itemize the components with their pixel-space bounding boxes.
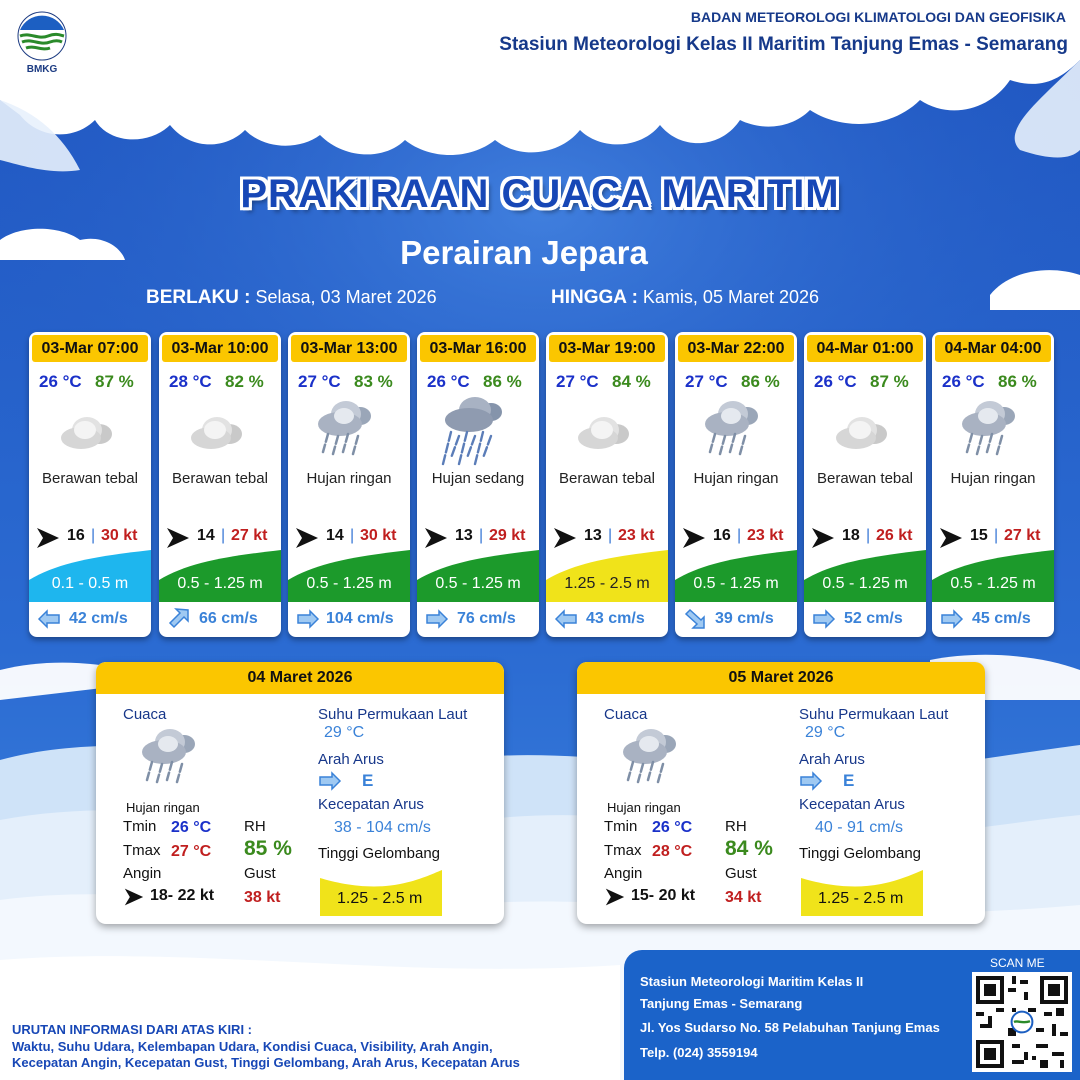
current-speed: 104 cm/s [326, 610, 394, 627]
right-arrow-icon [318, 770, 342, 797]
wind-row [932, 526, 1054, 550]
forecast-time: 04-Mar 01:00 [807, 335, 923, 362]
forecast-time: 03-Mar 07:00 [32, 335, 148, 362]
current-direction-label: Arah Arus [318, 751, 384, 768]
current-direction-value: E [843, 771, 855, 790]
weather-condition: Hujan sedang [431, 470, 525, 487]
forecast-card [546, 332, 668, 637]
qr-code-icon [972, 972, 1072, 1072]
weather-condition: Hujan ringan [693, 470, 779, 487]
qr-code[interactable] [972, 972, 1072, 1072]
right-arrow-icon [940, 608, 964, 635]
sst-value: 29 °C [805, 724, 846, 741]
right-arrow-icon [799, 770, 823, 797]
gust-value: 38 kt [244, 889, 281, 906]
humidity: 84 % [612, 372, 651, 391]
current-speed-value: 40 - 91 cm/s [815, 819, 904, 836]
wave-value: 1.25 - 2.5 m [818, 890, 904, 907]
rh-label: RH [244, 818, 266, 835]
wind-row [159, 526, 281, 550]
org-name: BADAN METEOROLOGI KLIMATOLOGI DAN GEOFISIKA [690, 9, 1066, 25]
wave-height: 0.5 - 1.25 m [950, 575, 1036, 592]
forecast-time: 03-Mar 19:00 [549, 335, 665, 362]
forecast-time: 03-Mar 16:00 [420, 335, 536, 362]
sst-value: 29 °C [324, 724, 365, 741]
humidity: 86 % [998, 372, 1037, 391]
validity-from [146, 287, 437, 309]
gust-speed: 30 kt [360, 527, 397, 544]
wind-speed: 14 [326, 527, 344, 544]
validity-to [551, 287, 819, 309]
wave-height: 0.5 - 1.25 m [693, 575, 779, 592]
sst-label: Suhu Permukaan Laut [318, 706, 468, 723]
validity-to-label: HINGGA : [551, 287, 638, 308]
forecast-time: 03-Mar 22:00 [678, 335, 794, 362]
wave-height: 1.25 - 2.5 m [564, 575, 650, 592]
wind-separator: | [737, 527, 742, 544]
humidity: 86 % [483, 372, 522, 391]
gust-label: Gust [725, 865, 757, 882]
current-speed: 43 cm/s [586, 610, 645, 627]
gust-value: 34 kt [725, 889, 762, 906]
wind-separator: | [221, 527, 226, 544]
current-speed: 39 cm/s [715, 610, 774, 627]
tmin-label: Tmin [604, 818, 638, 835]
gust-speed: 30 kt [101, 527, 138, 544]
left-arrow-icon [37, 608, 61, 635]
humidity: 87 % [870, 372, 909, 391]
wind-separator: | [866, 527, 871, 544]
scan-me-label: SCAN ME [990, 956, 1045, 970]
contact-station: Stasiun Meteorologi Maritim Kelas II [640, 974, 864, 989]
validity-to-value: Kamis, 05 Maret 2026 [642, 287, 820, 307]
weather-condition: Hujan ringan [306, 470, 392, 487]
weather-label: Cuaca [123, 706, 167, 723]
validity-from-label: BERLAKU : [146, 287, 251, 308]
contact-phone: Telp. (024) 3559194 [640, 1045, 758, 1060]
right-arrow-icon [425, 608, 449, 635]
light-rain-icon [288, 394, 410, 472]
tmin-label: Tmin [123, 818, 157, 835]
weather-condition: Berawan tebal [559, 470, 655, 487]
air-temperature: 26 °C [942, 372, 985, 391]
forecast-card [159, 332, 281, 637]
gust-speed: 27 kt [1004, 527, 1041, 544]
wind-row [675, 526, 797, 550]
tmax-label: Tmax [123, 842, 161, 859]
current-speed: 52 cm/s [844, 610, 903, 627]
wind-value: 18- 22 kt [150, 887, 215, 904]
validity-from-value: Selasa, 03 Maret 2026 [255, 287, 437, 307]
tmax-label: Tmax [604, 842, 642, 859]
station-name: Stasiun Meteorologi Kelas II Maritim Tanjung Emas - Semarang [499, 34, 1068, 55]
daily-weather: Hujan ringan [607, 800, 681, 815]
wind-row [546, 526, 668, 550]
gust-speed: 23 kt [747, 527, 784, 544]
wind-separator: | [608, 527, 613, 544]
wind-separator: | [994, 527, 999, 544]
forecast-card [288, 332, 410, 637]
left-arrow-icon [554, 608, 578, 635]
air-temperature: 27 °C [556, 372, 599, 391]
wind-speed: 16 [713, 527, 731, 544]
forecast-card [932, 332, 1054, 637]
forecast-time: 03-Mar 10:00 [162, 335, 278, 362]
right-arrow-icon [812, 608, 836, 635]
cloud-icon [546, 394, 668, 472]
daily-date: 05 Maret 2026 [577, 662, 985, 694]
contact-location: Tanjung Emas - Semarang [640, 996, 803, 1011]
wind-row [29, 526, 151, 550]
weather-condition: Hujan ringan [950, 470, 1036, 487]
light-rain-icon [675, 394, 797, 472]
rh-value: 84 % [725, 837, 773, 860]
wind-label: Angin [123, 865, 162, 882]
wind-row [417, 526, 539, 550]
daily-weather: Hujan ringan [126, 800, 200, 815]
air-temperature: 26 °C [39, 372, 82, 391]
current-speed-label: Kecepatan Arus [799, 796, 905, 813]
wind-separator: | [479, 527, 484, 544]
daily-summary-card [577, 662, 985, 924]
air-temperature: 27 °C [298, 372, 341, 391]
wind-speed: 14 [197, 527, 215, 544]
wind-value: 15- 20 kt [631, 887, 696, 904]
wind-separator: | [91, 527, 96, 544]
moderate-rain-icon [417, 394, 539, 472]
current-speed: 66 cm/s [199, 610, 258, 627]
wave-height: 0.5 - 1.25 m [306, 575, 392, 592]
rh-label: RH [725, 818, 747, 835]
current-direction-label: Arah Arus [799, 751, 865, 768]
daily-summary-card [96, 662, 504, 924]
sst-label: Suhu Permukaan Laut [799, 706, 949, 723]
weather-condition: Berawan tebal [172, 470, 268, 487]
current-speed: 76 cm/s [457, 610, 516, 627]
bmkg-logo-icon [14, 10, 70, 66]
wind-direction-icon [604, 887, 626, 912]
air-temperature: 26 °C [427, 372, 470, 391]
wind-row [804, 526, 926, 550]
humidity: 83 % [354, 372, 393, 391]
current-direction-value: E [362, 771, 374, 790]
current-speed: 45 cm/s [972, 610, 1031, 627]
wind-speed: 13 [455, 527, 473, 544]
wind-speed: 15 [970, 527, 988, 544]
wave-height: 0.5 - 1.25 m [435, 575, 521, 592]
light-rain-icon [112, 722, 232, 800]
order-line-1: Waktu, Suhu Udara, Kelembapan Udara, Kondisi Cuaca, Visibility, Arah Angin, [12, 1039, 493, 1054]
logo-text: BMKG [26, 64, 58, 75]
contact-address: Jl. Yos Sudarso No. 58 Pelabuhan Tanjung Emas [640, 1020, 940, 1035]
cloud-icon [29, 394, 151, 472]
gust-speed: 29 kt [489, 527, 526, 544]
gust-speed: 26 kt [876, 527, 913, 544]
current-speed-value: 38 - 104 cm/s [334, 819, 431, 836]
weather-condition: Berawan tebal [817, 470, 913, 487]
order-line-2: Kecepatan Angin, Kecepatan Gust, Tinggi Gelombang, Arah Arus, Kecepatan Arus [12, 1055, 520, 1070]
wind-speed: 18 [842, 527, 860, 544]
forecast-time: 03-Mar 13:00 [291, 335, 407, 362]
wave-value: 1.25 - 2.5 m [337, 890, 423, 907]
daily-date: 04 Maret 2026 [96, 662, 504, 694]
wind-direction-icon [123, 887, 145, 912]
order-title: URUTAN INFORMASI DARI ATAS KIRI : [12, 1022, 252, 1037]
tmin-value: 26 °C [652, 819, 693, 836]
current-speed-label: Kecepatan Arus [318, 796, 424, 813]
air-temperature: 27 °C [685, 372, 728, 391]
cloud-icon [159, 394, 281, 472]
wave-label: Tinggi Gelombang [318, 845, 441, 862]
light-rain-icon [593, 722, 713, 800]
air-temperature: 26 °C [814, 372, 857, 391]
forecast-card [417, 332, 539, 637]
weather-label: Cuaca [604, 706, 648, 723]
wind-separator: | [350, 527, 355, 544]
gust-label: Gust [244, 865, 276, 882]
tmax-value: 27 °C [171, 843, 212, 860]
forecast-card [804, 332, 926, 637]
page-title: PRAKIRAAN CUACA MARITIM [240, 172, 840, 216]
page-subtitle: Perairan Jepara [400, 234, 648, 271]
humidity: 82 % [225, 372, 264, 391]
wave-height: 0.1 - 0.5 m [51, 575, 129, 592]
humidity: 86 % [741, 372, 780, 391]
cloud-icon [804, 394, 926, 472]
wind-row [288, 526, 410, 550]
weather-condition: Berawan tebal [42, 470, 138, 487]
down-right-arrow-icon [683, 608, 707, 635]
rh-value: 85 % [244, 837, 292, 860]
gust-speed: 23 kt [618, 527, 655, 544]
tmin-value: 26 °C [171, 819, 212, 836]
wind-label: Angin [604, 865, 643, 882]
wind-speed: 16 [67, 527, 85, 544]
gust-speed: 27 kt [231, 527, 268, 544]
forecast-card [29, 332, 151, 637]
light-rain-icon [932, 394, 1054, 472]
tmax-value: 28 °C [652, 843, 693, 860]
right-arrow-icon [296, 608, 320, 635]
wave-height: 0.5 - 1.25 m [177, 575, 263, 592]
up-right-arrow-icon [167, 608, 191, 635]
air-temperature: 28 °C [169, 372, 212, 391]
forecast-card [675, 332, 797, 637]
current-speed: 42 cm/s [69, 610, 128, 627]
humidity: 87 % [95, 372, 134, 391]
forecast-time: 04-Mar 04:00 [935, 335, 1051, 362]
bmkg-logo [14, 10, 70, 80]
wind-speed: 13 [584, 527, 602, 544]
wave-label: Tinggi Gelombang [799, 845, 922, 862]
wave-height: 0.5 - 1.25 m [822, 575, 908, 592]
